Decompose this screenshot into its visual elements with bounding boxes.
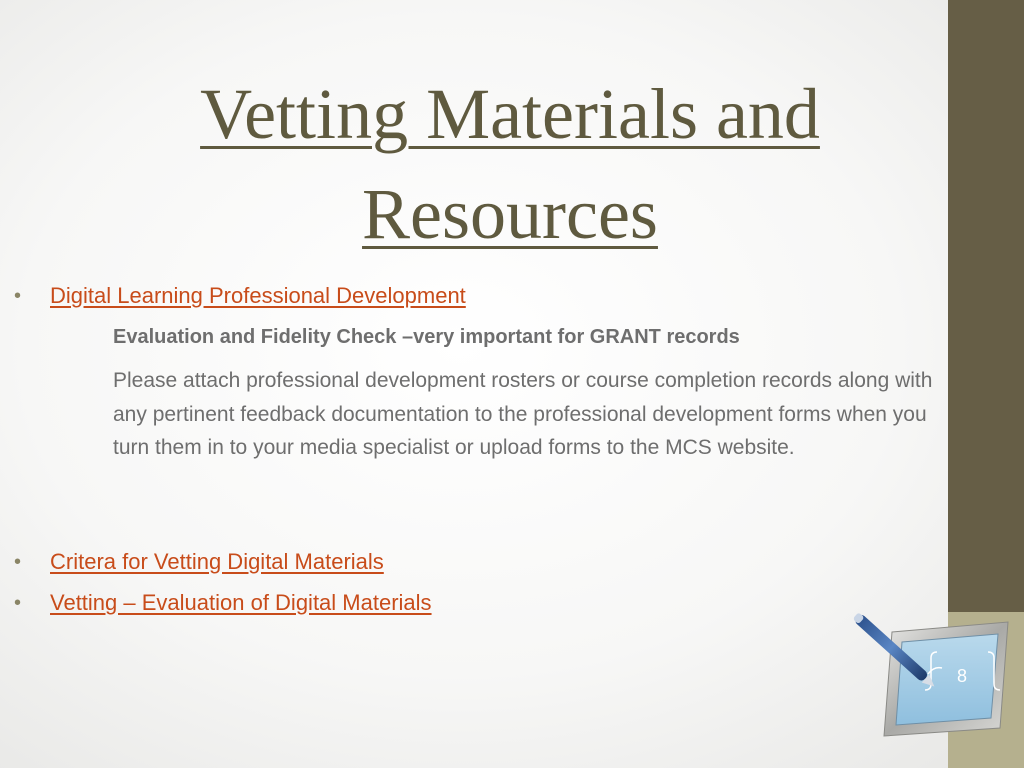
tablet-stylus-icon [840, 600, 1020, 760]
bullet-dot-icon: • [14, 592, 22, 614]
subheading-fidelity-check: Evaluation and Fidelity Check –very important for GRANT records [113, 326, 740, 348]
slide-title [100, 64, 920, 264]
instructions-paragraph: Please attach professional development rosters or course completion records along with any pertinent feedback documentation to the professional development forms when you turn them in to your media specialist or upload forms to the MCS website. [113, 369, 933, 459]
link-vetting-evaluation[interactable]: Vetting – Evaluation of Digital Materials [50, 590, 432, 615]
page-number: 8 [956, 666, 967, 686]
bullet-dot-icon: • [14, 285, 22, 307]
bullet-dot-icon: • [14, 551, 22, 573]
link-criteria-vetting[interactable]: Critera for Vetting Digital Materials [50, 549, 384, 574]
link-digital-learning-pd[interactable]: Digital Learning Professional Development [50, 283, 466, 308]
slide-title-text: Vetting Materials and Resources [200, 74, 820, 254]
